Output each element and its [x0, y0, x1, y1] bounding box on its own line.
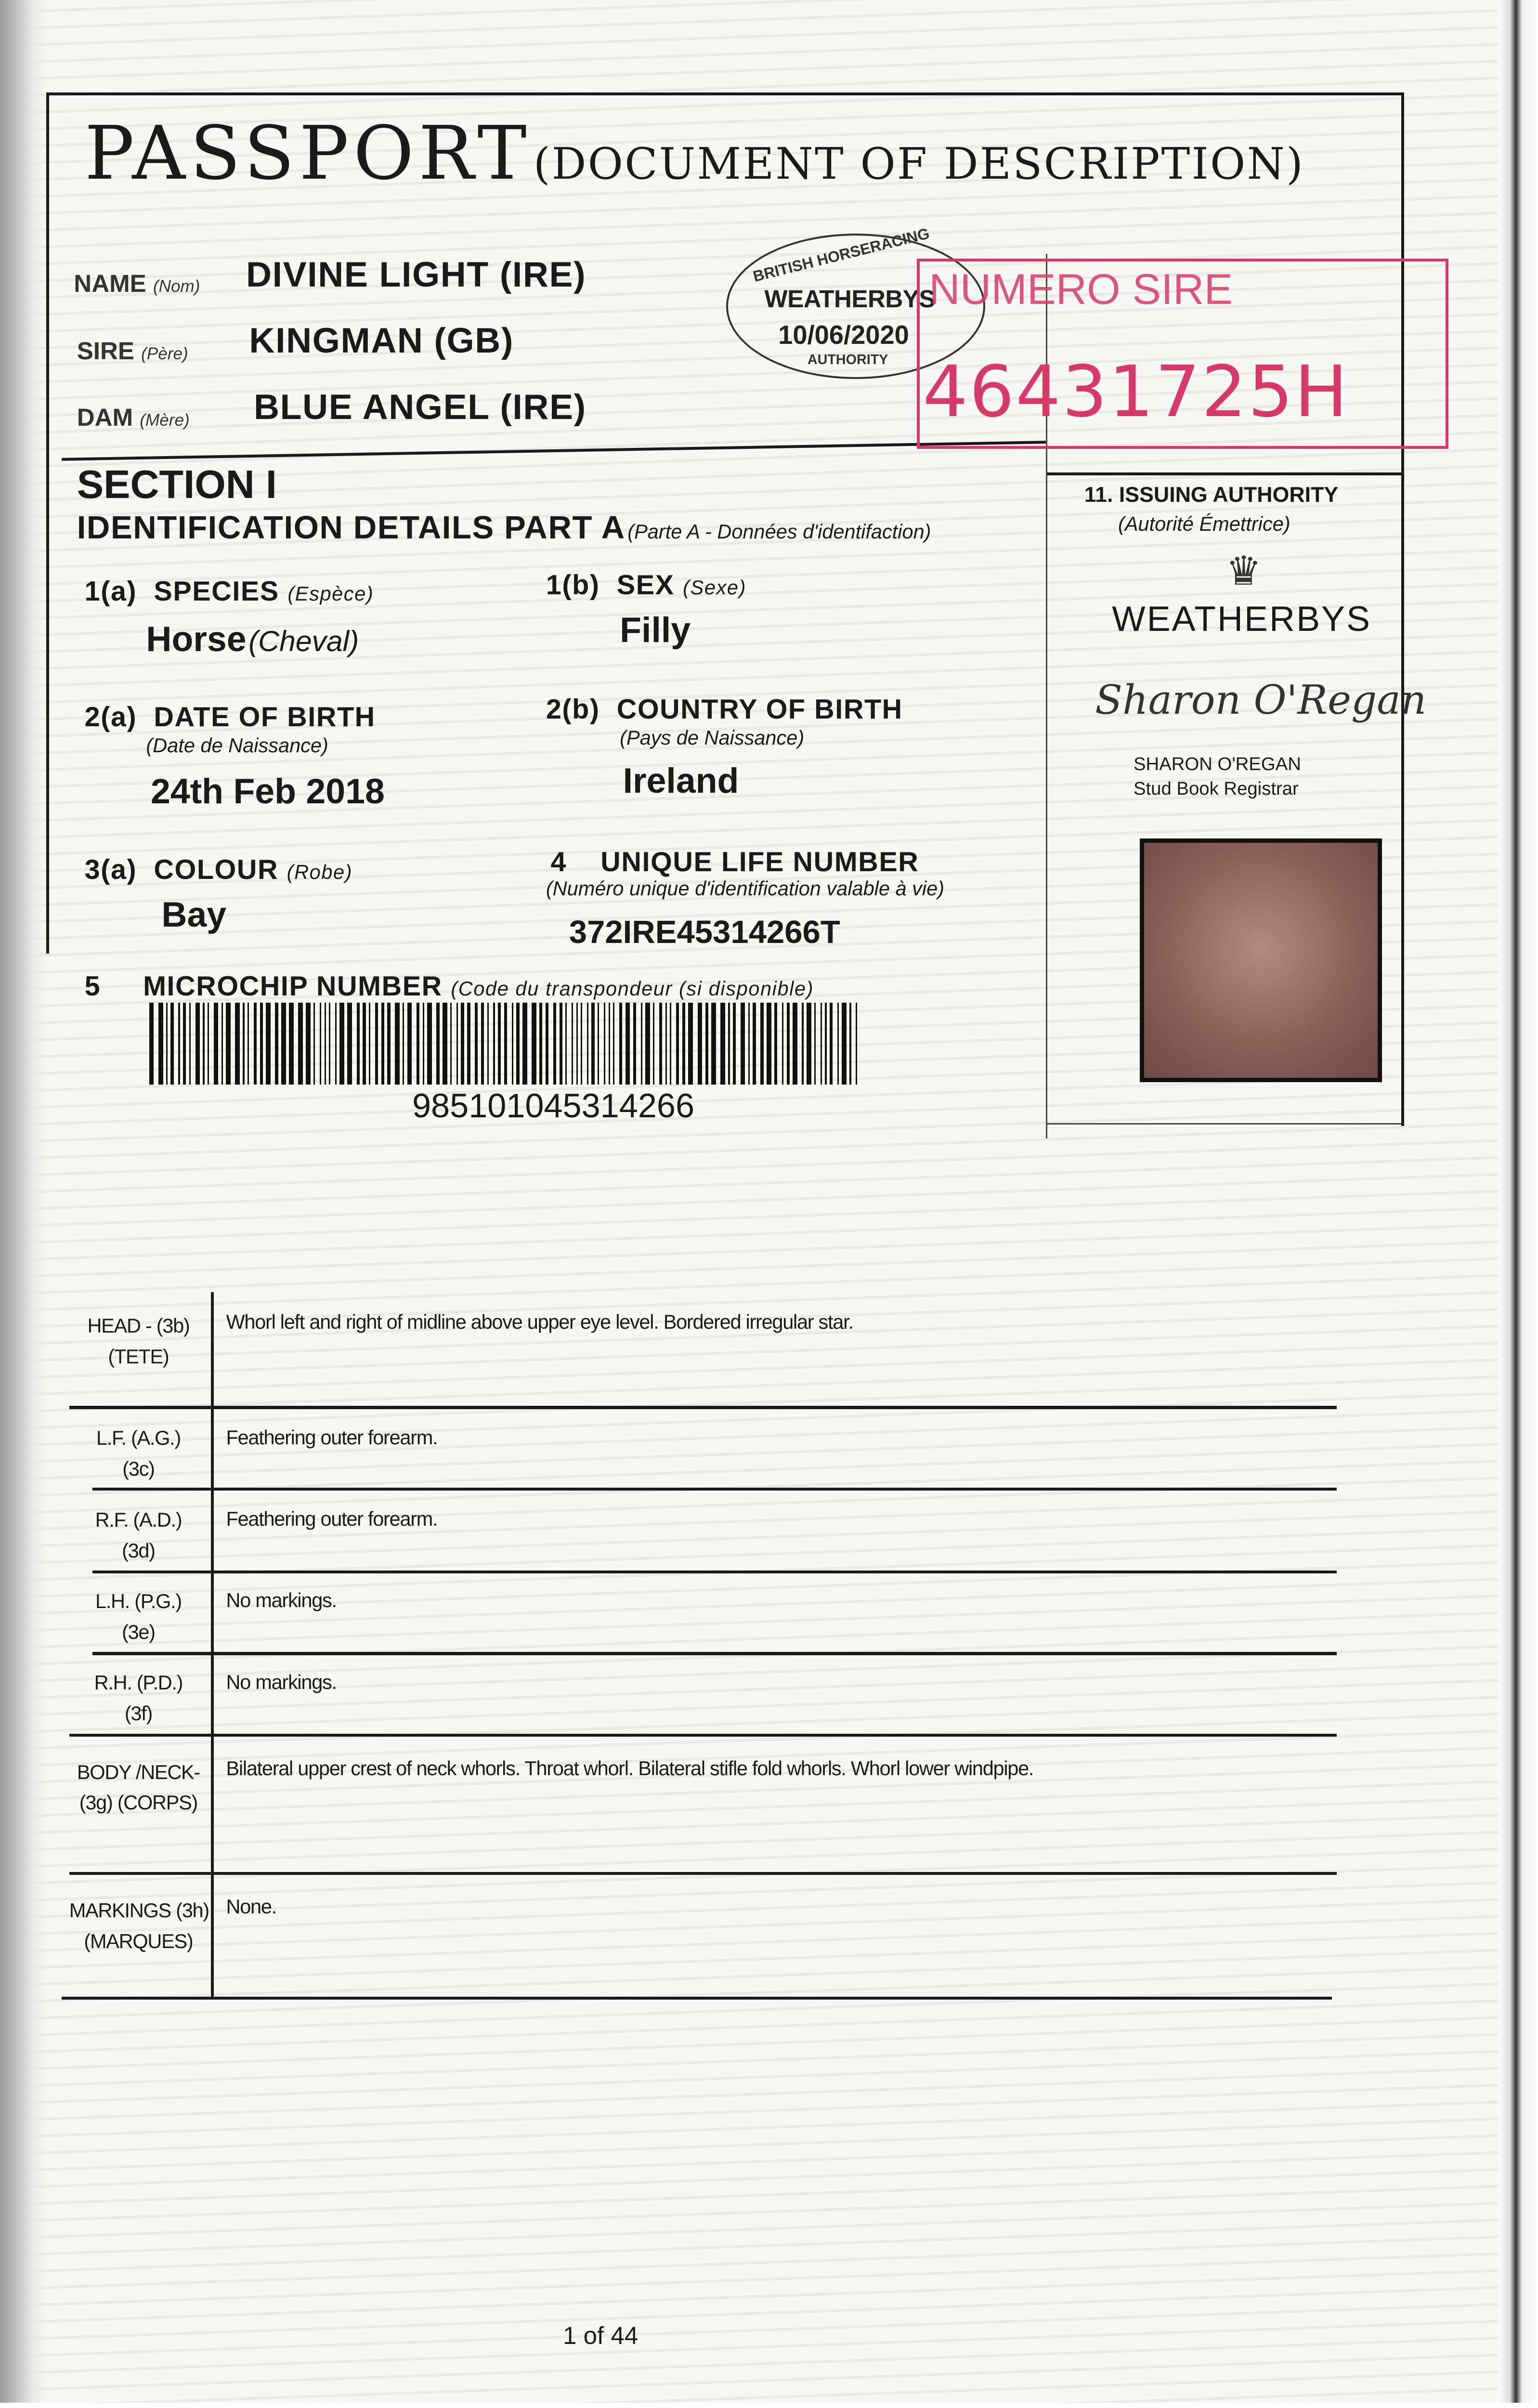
- barcode-gap: [582, 1003, 587, 1084]
- marking-label-line1: HEAD - (3b): [87, 1314, 190, 1337]
- frame-top: [46, 92, 1403, 95]
- stamp-date: 10/06/2020: [778, 320, 909, 350]
- registrar-name: SHARON O'REGAN: [1133, 754, 1301, 775]
- sire-name: KINGMAN (GB): [249, 320, 514, 361]
- field-number: 5: [84, 971, 101, 1002]
- barcode-gap: [470, 1003, 475, 1084]
- section-title: SECTION I: [77, 462, 277, 507]
- barcode-gap: [567, 1003, 572, 1084]
- table-row-divider: [92, 1652, 1337, 1655]
- field-number: 3(a): [84, 854, 137, 885]
- barcode-gap: [452, 1003, 456, 1084]
- barcode-gap: [716, 1003, 721, 1084]
- barcode-bar: [688, 1003, 693, 1084]
- table-row-divider: [69, 1872, 1337, 1875]
- barcode-gap: [857, 1003, 860, 1084]
- field-label-fr: (Robe): [287, 860, 353, 883]
- marking-label-line1: MARKINGS (3h): [69, 1899, 209, 1922]
- country-label-fr: (Pays de Naissance): [620, 726, 805, 749]
- barcode-bar: [807, 1003, 811, 1084]
- names-divider: [62, 441, 1046, 461]
- marking-label-line2: (3c): [122, 1457, 155, 1480]
- barcode-gap: [231, 1003, 235, 1084]
- field-number: 1(a): [84, 576, 137, 607]
- marking-label-line1: R.H. (P.D.): [94, 1671, 183, 1694]
- barcode-gap: [315, 1003, 320, 1084]
- field-label: COLOUR: [154, 854, 279, 885]
- marking-value: No markings.: [226, 1589, 337, 1612]
- barcode-bar: [443, 1003, 447, 1084]
- microchip-label: [85, 970, 814, 1002]
- field-label: DATE OF BIRTH: [154, 702, 376, 733]
- field-label: SEX: [616, 569, 675, 601]
- scan-edge-shadow: [0, 0, 46, 2403]
- barcode-bar: [196, 1003, 200, 1084]
- barcode-gap: [736, 1003, 741, 1084]
- barcode-bar: [698, 1003, 703, 1084]
- numero-sire-label: NUMERO SIRE: [929, 265, 1233, 314]
- barcode-bar: [720, 1003, 725, 1084]
- barcode-gap: [294, 1003, 299, 1084]
- barcode-gap: [797, 1003, 802, 1084]
- barcode-bar: [149, 1003, 154, 1084]
- field-label: MICROCHIP NUMBER: [143, 971, 443, 1002]
- handwritten-sire-number: 46431725H: [923, 351, 1349, 433]
- marking-label-line2: (MARQUES): [84, 1929, 193, 1952]
- barcode-gap: [548, 1003, 553, 1084]
- barcode-gap: [412, 1003, 417, 1084]
- issuing-divider: [1047, 472, 1401, 475]
- colour-label: [85, 854, 353, 886]
- security-hologram-seal: [1140, 838, 1382, 1083]
- frame-right: [1401, 92, 1404, 1126]
- field-label-fr: (Sexe): [683, 576, 747, 599]
- sex-label: [546, 569, 746, 601]
- document-title: [85, 111, 1304, 196]
- barcode-bar: [532, 1003, 536, 1084]
- field-label: UNIQUE LIFE NUMBER: [600, 846, 919, 877]
- barcode-bar: [339, 1003, 344, 1084]
- marking-label: [69, 1423, 208, 1484]
- barcode-gap: [191, 1003, 196, 1084]
- barcode-gap: [271, 1003, 275, 1084]
- issuing-authority-title: 11. ISSUING AUTHORITY: [1084, 483, 1339, 507]
- dam-label: [77, 403, 190, 432]
- section-subtitle-text: IDENTIFICATION DETAILS PART A: [77, 510, 626, 546]
- barcode-bar: [626, 1003, 630, 1084]
- species-value-fr: (Cheval): [248, 624, 359, 657]
- table-row-divider: [62, 1997, 1332, 2000]
- barcode-bar: [266, 1003, 271, 1084]
- barcode-gap: [174, 1003, 179, 1084]
- species-value-text: Horse: [146, 618, 247, 659]
- table-row-divider: [92, 1570, 1337, 1573]
- barcode-bar: [289, 1003, 294, 1084]
- field-label: SPECIES: [154, 576, 279, 607]
- barcode-bar: [427, 1003, 432, 1084]
- dob-label-fr: (Date de Naissance): [146, 733, 328, 757]
- sex-value: Filly: [620, 609, 691, 650]
- sire-label: [77, 337, 188, 365]
- marking-label-line2: (3g) (CORPS): [79, 1791, 198, 1814]
- field-number: 4: [550, 846, 567, 877]
- stamp-bottom-text: AUTHORITY: [807, 352, 888, 368]
- barcode-bar: [235, 1003, 240, 1084]
- issuing-authority-title-fr: (Autorité Émettrice): [1118, 512, 1290, 535]
- binding-edge: [1498, 0, 1538, 2403]
- horse-name: DIVINE LIGHT (IRE): [246, 254, 587, 294]
- field-number: 2(b): [546, 694, 600, 725]
- ueln-label: [550, 846, 919, 878]
- barcode-bar: [793, 1003, 797, 1084]
- microchip-value: 985101045314266: [412, 1086, 695, 1125]
- field-label-fr: (Espèce): [287, 582, 374, 605]
- species-label: [85, 576, 374, 607]
- barcode-bar: [842, 1003, 847, 1084]
- barcode-gap: [330, 1003, 335, 1084]
- country-value: Ireland: [623, 760, 739, 800]
- sire-label-fr: (Père): [141, 344, 188, 364]
- barcode-gap: [833, 1003, 837, 1084]
- field-number: 2(a): [84, 702, 137, 733]
- field-number: 1(b): [546, 569, 600, 601]
- marking-value: Feathering outer forearm.: [226, 1507, 438, 1531]
- issuing-org: WEATHERBYS: [1112, 599, 1372, 639]
- barcode-bar: [158, 1003, 163, 1084]
- title-main: PASSPORT: [84, 110, 532, 196]
- marking-label-line1: L.F. (A.G.): [96, 1426, 181, 1450]
- barcode-gap: [432, 1003, 437, 1084]
- marking-label: [69, 1757, 208, 1819]
- marking-label: [69, 1505, 208, 1566]
- name-label: [74, 269, 200, 298]
- barcode-bar: [522, 1003, 527, 1084]
- barcode-gap: [756, 1003, 761, 1084]
- frame-left: [46, 92, 49, 954]
- section-subtitle-fr: (Parte A - Données d'identifaction): [627, 520, 931, 543]
- marking-value: None.: [226, 1895, 276, 1918]
- dob-value: 24th Feb 2018: [151, 771, 385, 811]
- barcode-bar: [645, 1003, 650, 1084]
- barcode-bar: [281, 1003, 286, 1084]
- section-subtitle: [77, 509, 931, 546]
- stamp-org: WEATHERBYS: [764, 285, 935, 313]
- country-label: [546, 694, 903, 725]
- marking-label-line1: L.H. (P.G.): [95, 1590, 182, 1612]
- dam-label-text: DAM: [77, 403, 133, 431]
- barcode-gap: [599, 1003, 604, 1084]
- marking-label-line1: R.F. (A.D.): [95, 1508, 182, 1531]
- stamp-top-text: BRITISH HORSERACING: [751, 224, 931, 286]
- barcode-gap: [671, 1003, 676, 1084]
- barcode-bar: [214, 1003, 219, 1084]
- issuing-bottom: [1047, 1123, 1401, 1125]
- marking-label: [69, 1310, 208, 1372]
- barcode-gap: [507, 1003, 512, 1084]
- barcode-gap: [489, 1003, 494, 1084]
- ueln-value: 372IRE45314266T: [569, 914, 840, 951]
- marking-value: Feathering outer forearm.: [226, 1426, 438, 1449]
- barcode-bar: [347, 1003, 352, 1084]
- barcode-gap: [527, 1003, 532, 1084]
- barcode-gap: [209, 1003, 214, 1084]
- marking-value: Bilateral upper crest of neck whorls. Throat whorl. Bilateral stifle fold whorls. Whorl lower windpipe.: [226, 1756, 1034, 1780]
- table-column-divider: [211, 1292, 214, 2000]
- sire-label-text: SIRE: [77, 337, 134, 365]
- title-sub: (DOCUMENT OF DESCRIPTION): [533, 139, 1305, 189]
- registrar-role: Stud Book Registrar: [1133, 778, 1299, 799]
- marking-label: [69, 1895, 208, 1957]
- barcode-gap: [654, 1003, 659, 1084]
- colour-value: Bay: [161, 894, 227, 934]
- barcode-gap: [693, 1003, 698, 1084]
- barcode-gap: [636, 1003, 641, 1084]
- ueln-label-fr: (Numéro unique d'identification valable à vie): [546, 877, 945, 900]
- registrar-signature: Sharon O'Regan: [1095, 677, 1427, 724]
- name-label-fr: (Nom): [153, 276, 200, 296]
- table-row-divider: [92, 1488, 1337, 1491]
- barcode-gap: [370, 1003, 375, 1084]
- barcode-bar: [226, 1003, 231, 1084]
- marking-label: [69, 1586, 208, 1648]
- dam-label-fr: (Mère): [140, 410, 190, 430]
- barcode-bar: [395, 1003, 400, 1084]
- name-label-text: NAME: [74, 269, 146, 297]
- field-label-fr: (Code du transpondeur (si disponible): [451, 977, 814, 1000]
- barcode-gap: [777, 1003, 782, 1084]
- marking-label-line2: (TETE): [108, 1345, 169, 1368]
- table-row-divider: [69, 1734, 1337, 1737]
- barcode-gap: [154, 1003, 158, 1084]
- table-row-divider: [69, 1406, 1337, 1409]
- dob-label: [85, 701, 376, 733]
- barcode-gap: [391, 1003, 395, 1084]
- barcode-gap: [816, 1003, 821, 1084]
- dam-name: BLUE ANGEL (IRE): [254, 386, 587, 427]
- barcode-bar: [767, 1003, 771, 1084]
- barcode-bar: [407, 1003, 412, 1084]
- marking-label-line1: BODY /NECK-: [77, 1760, 200, 1783]
- barcode-bar: [711, 1003, 716, 1084]
- barcode-gap: [614, 1003, 619, 1084]
- microchip-barcode: [149, 1003, 995, 1084]
- barcode-gap: [851, 1003, 856, 1084]
- marking-label: [69, 1667, 208, 1729]
- marking-value: Whorl left and right of midline above upper eye level. Bordered irregular star.: [226, 1310, 853, 1334]
- barcode-bar: [306, 1003, 311, 1084]
- marking-label-line2: (3d): [122, 1539, 155, 1562]
- barcode-gap: [352, 1003, 357, 1084]
- species-value: [146, 618, 359, 659]
- marking-label-line2: (3e): [122, 1620, 155, 1643]
- marking-label-line2: (3f): [124, 1702, 153, 1725]
- barcode-bar: [741, 1003, 745, 1084]
- barcode-bar: [298, 1003, 303, 1084]
- weatherbys-crest-icon: ♛: [1225, 549, 1262, 594]
- page-number: 1 of 44: [563, 2321, 639, 2349]
- barcode-gap: [249, 1003, 254, 1084]
- marking-value: No markings.: [226, 1670, 337, 1693]
- field-label: COUNTRY OF BIRTH: [616, 694, 903, 725]
